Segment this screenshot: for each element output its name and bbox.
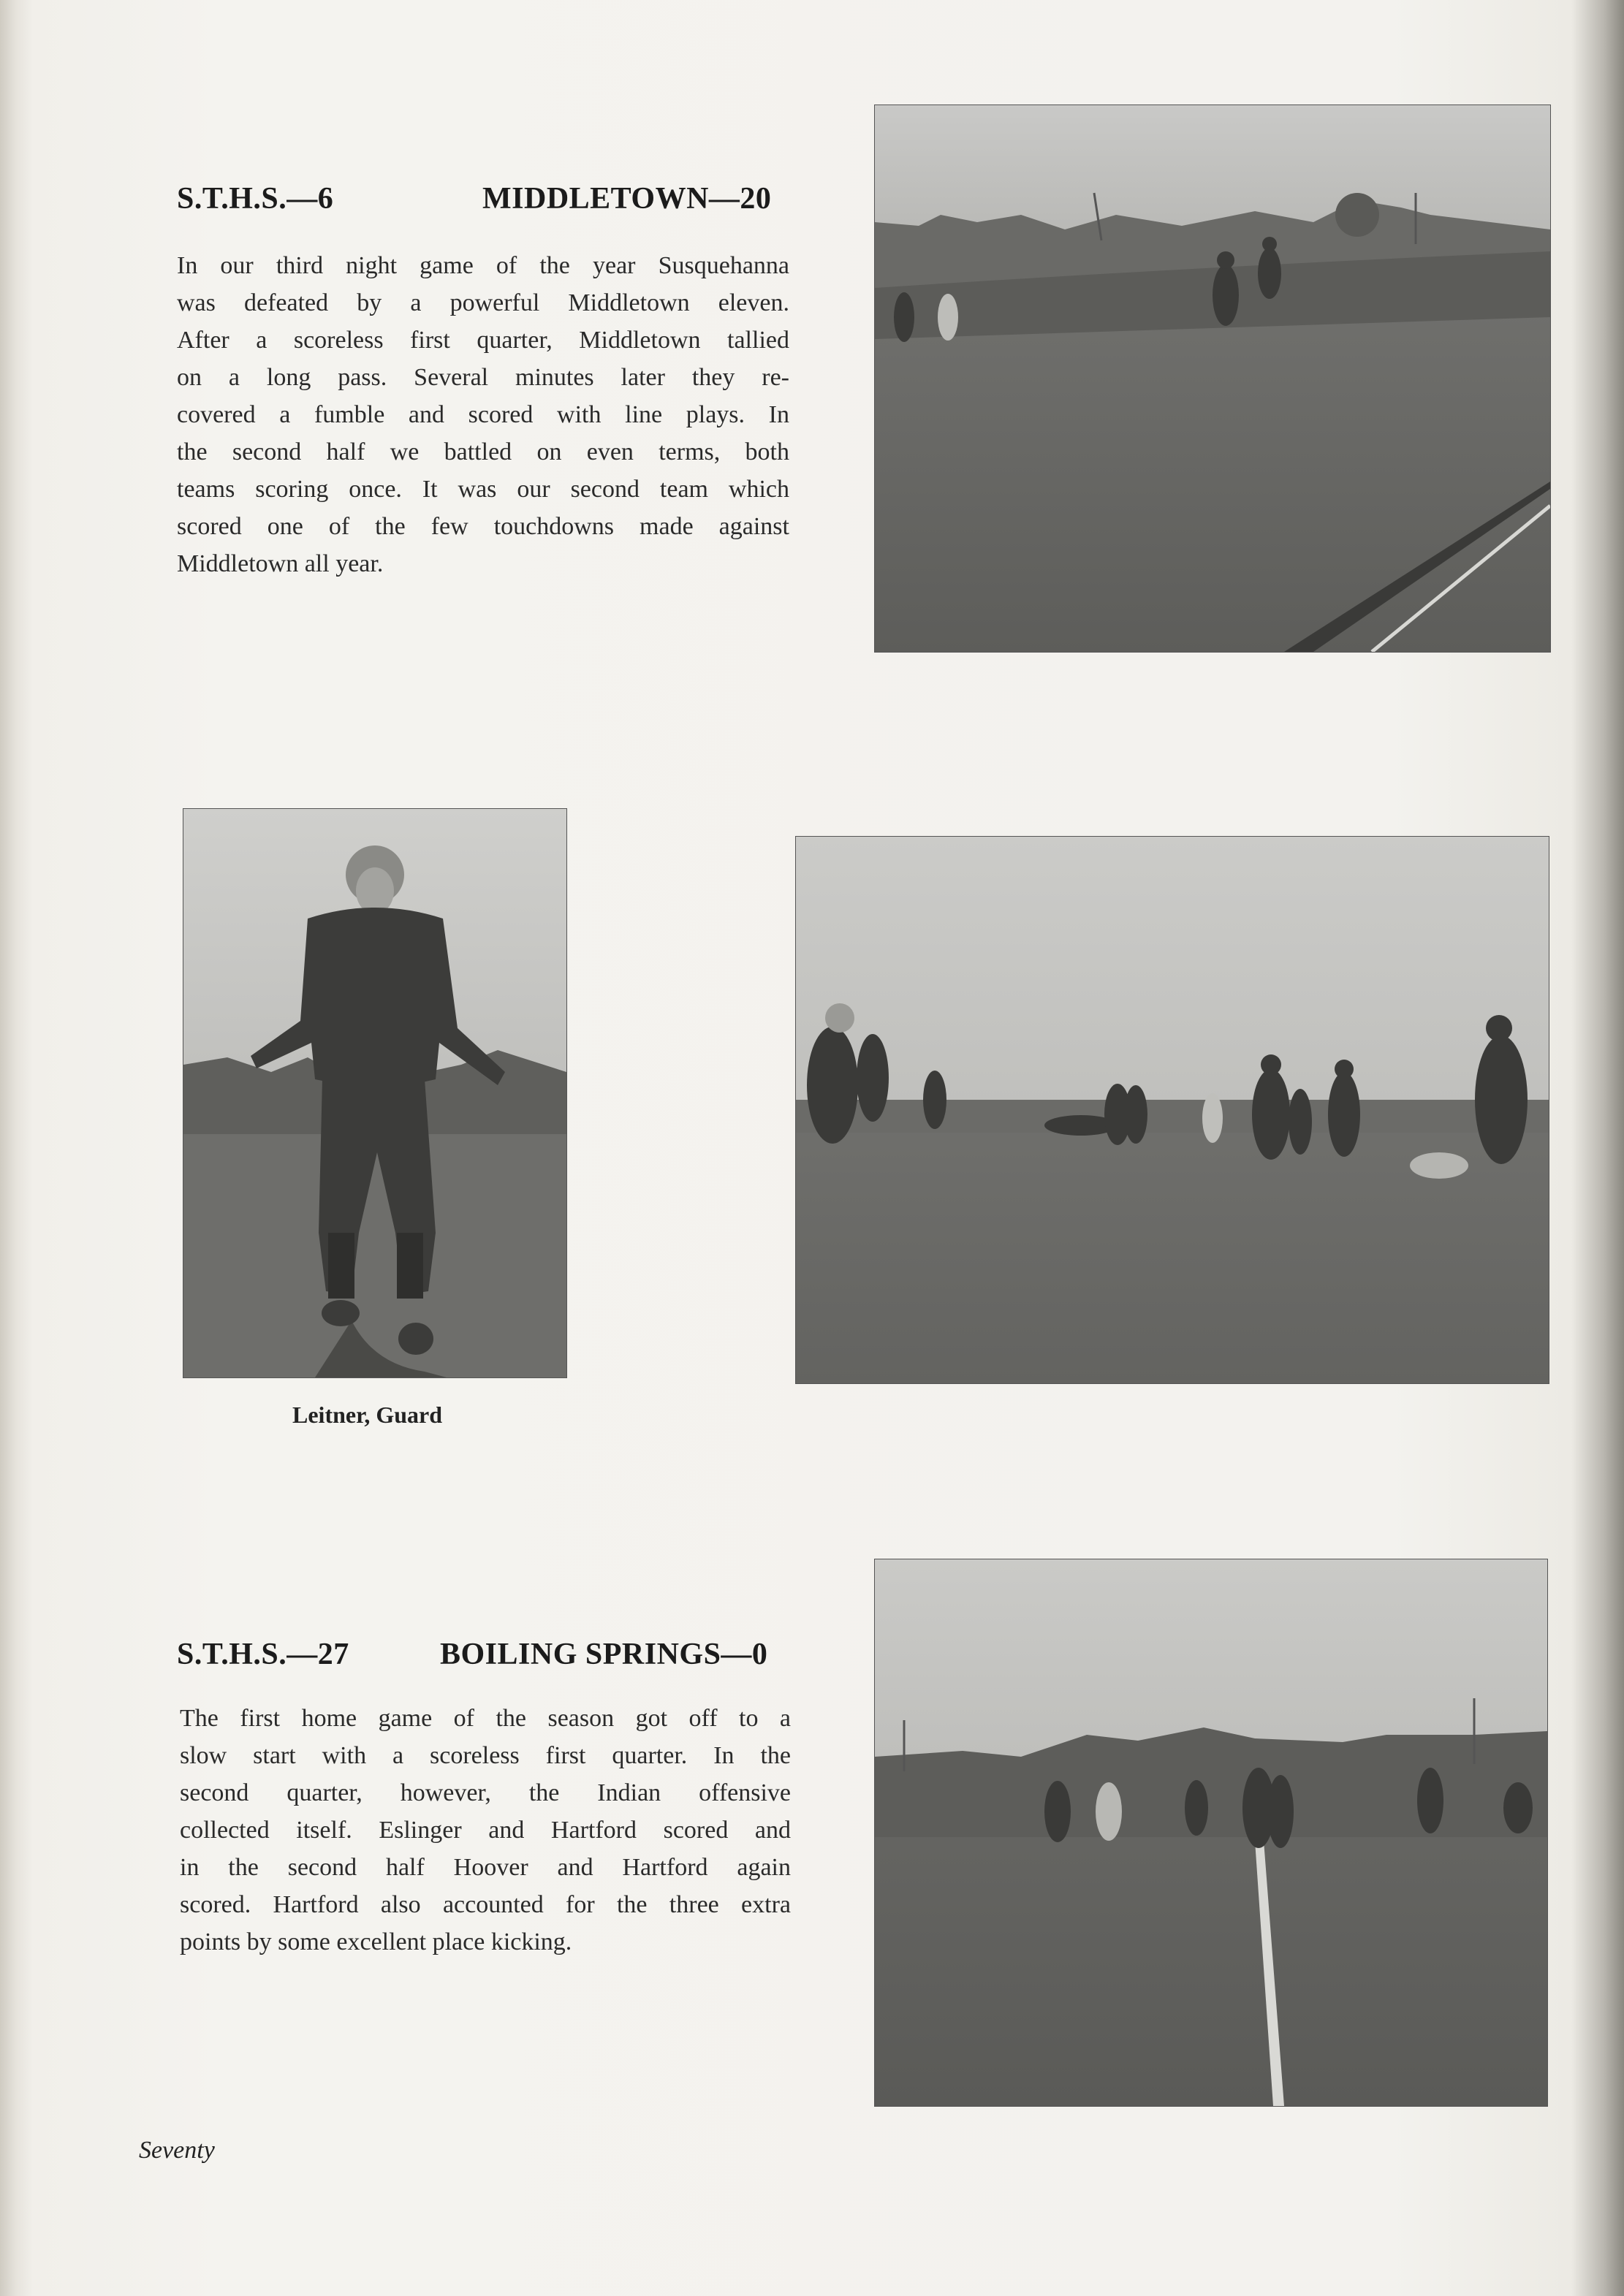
portrait-photo-leitner (183, 808, 567, 1378)
game-action-photo-2 (795, 836, 1549, 1384)
text-line: scored one of the few touchdowns made against (177, 513, 789, 540)
page-folio: Seventy (139, 2137, 215, 2164)
text-line: teams scoring once. It was our second team which (177, 476, 789, 503)
text-line: in the second half Hoover and Hartford again (180, 1854, 791, 1881)
text-line: The first home game of the season got off to a (180, 1705, 791, 1732)
game2-paragraph (180, 1700, 791, 1961)
text-line: After a scoreless first quarter, Middletown tallied (177, 327, 789, 354)
game1-heading-left: S.T.H.S.—6 (177, 182, 334, 216)
text-line: collected itself. Eslinger and Hartford scored and (180, 1817, 791, 1844)
text-line: on a long pass. Several minutes later they re- (177, 364, 789, 391)
text-line: covered a fumble and scored with line plays. In (177, 401, 789, 428)
text-line: second quarter, however, the Indian offensive (180, 1779, 791, 1806)
game2-heading-right: BOILING SPRINGS—0 (440, 1638, 768, 1671)
text-line: In our third night game of the year Susquehanna (177, 252, 789, 279)
portrait-caption: Leitner, Guard (292, 1402, 443, 1428)
text-line: Middletown all year. (177, 550, 384, 577)
text-line: points by some excellent place kicking. (180, 1928, 572, 1955)
game2-heading-left: S.T.H.S.—27 (177, 1638, 349, 1671)
game-action-photo-3 (874, 1559, 1548, 2107)
text-line: scored. Hartford also accounted for the three extra (180, 1891, 791, 1918)
text-line: slow start with a scoreless first quarter. In the (180, 1742, 791, 1769)
text-line: the second half we battled on even terms, both (177, 438, 789, 465)
game1-paragraph (177, 247, 789, 582)
game1-heading-right: MIDDLETOWN—20 (482, 182, 772, 216)
text-line: was defeated by a powerful Middletown eleven. (177, 289, 789, 316)
game-action-photo-1 (874, 104, 1551, 653)
